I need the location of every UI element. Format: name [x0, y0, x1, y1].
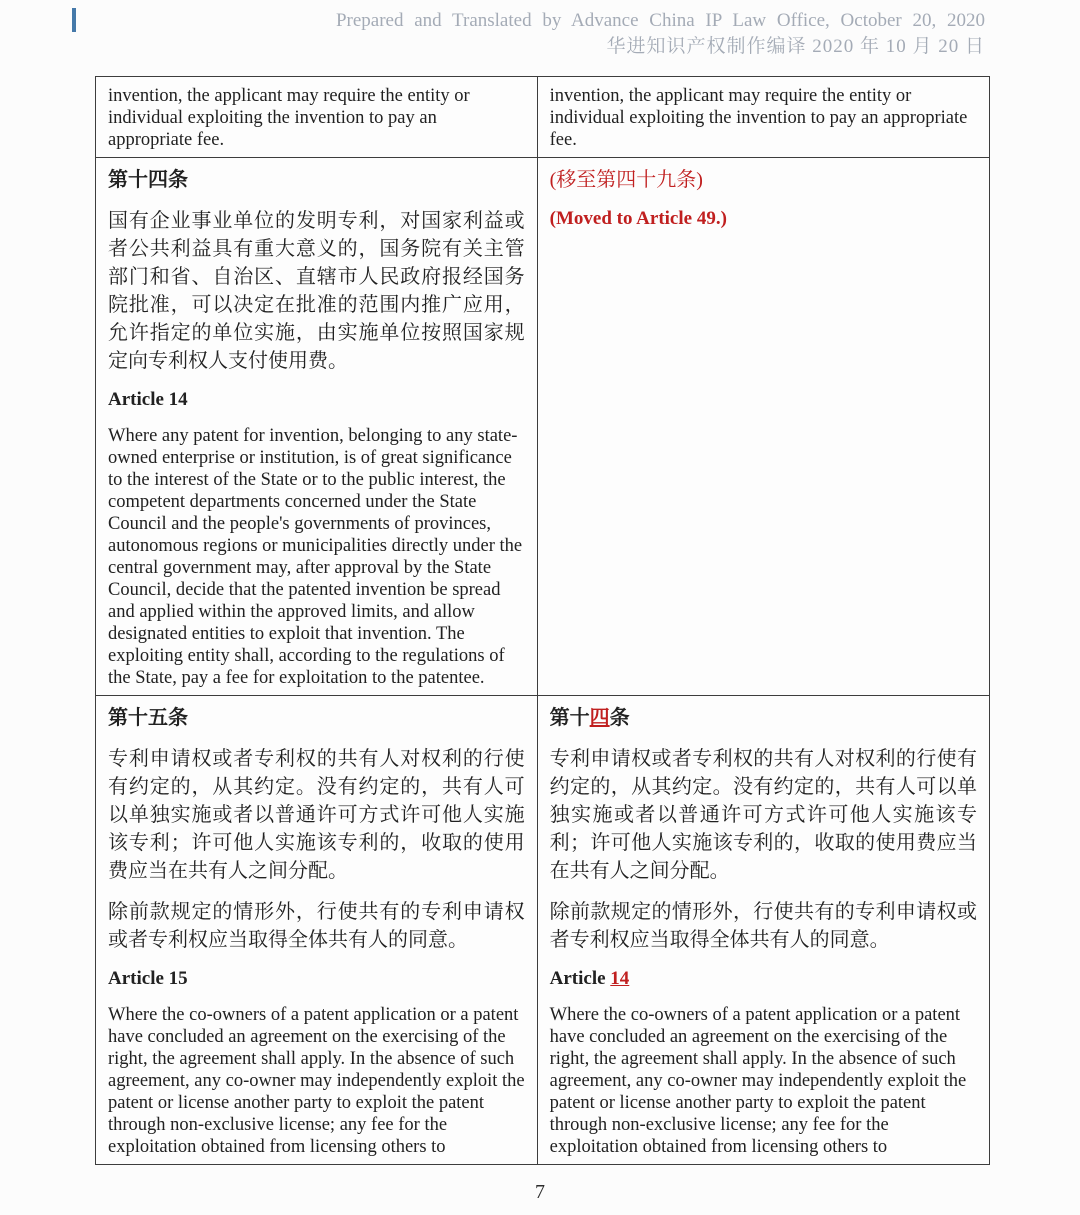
page-number: 7 [535, 1181, 545, 1203]
header-credit-zh: 华进知识产权制作编译 2020 年 10 月 20 日 [606, 36, 985, 57]
heading-en-changed-number: 14 [610, 968, 630, 989]
new-article-14-text-zh-1: 专利申请权或者专利权的共有人对权利的行使有约定的，从其约定。没有约定的，共有人可以单独实施或者以普通许可方式许可他人实施该专利；许可他人实施该专利的，收取的使用费应当在共有人之间分配。 [549, 748, 977, 882]
article-15-heading-en: Article 15 [108, 968, 188, 989]
heading-zh-changed-char: 四 [589, 707, 610, 729]
article-14-text-zh: 国有企业事业单位的发明专利，对国家利益或者公共利益具有重大意义的，国务院有关主管部门和省、自治区、直辖市人民政府报经国务院批准，可以决定在批准的范围内推广应用，允许指定的单位实施，由实施单位按照国家规定向专利权人支付使用费。 [108, 210, 525, 372]
article-14-heading-en: Article 14 [108, 389, 188, 410]
blue-marker-bar [72, 8, 76, 32]
new-law-cell-row2 [537, 158, 989, 696]
new-law-cell-row3 [537, 696, 989, 1165]
new-article-14-heading-en [550, 967, 977, 991]
header-credit-en: Prepared and Translated by Advance China IP Law Office, October 20, 2020 [335, 10, 985, 31]
law-comparison-table [95, 76, 990, 1165]
article-15-heading-zh: 第十五条 [108, 707, 188, 729]
article-15-text-zh-2: 除前款规定的情形外，行使共有的专利申请权或者专利权应当取得全体共有人的同意。 [108, 901, 525, 951]
page-footer [0, 1181, 1080, 1204]
article-14-text-en: Where any patent for invention, belonging to any state-owned enterprise or institution, is of great significance to the interest of the State or to the public interest, the competent departments concerned under the State Council and the people's governments of provinces, autonomous regions or municipalities directly under the central government may, after approval by the State Council, decide that the patented invention be spread and applied within the approved limits, and allow designated entities to exploit that invention. The exploiting entity shall, according to the regulations of the State, pay a fee for exploitation to the patentee. [108, 426, 523, 688]
table-row-3 [96, 696, 990, 1165]
new-article-14-text-en: Where the co-owners of a patent application or a patent have concluded an agreement on the exercising of the right, the agreement shall apply. In the absence of such agreement, any co-owner may independently exploit the patent or license another party to exploit the patent through non-exclusive license; any fee for the exploitation obtained from licensing others to [549, 1005, 967, 1157]
heading-en-prefix: Article [549, 968, 611, 989]
moved-note-en: (Moved to Article 49.) [549, 208, 727, 229]
heading-zh-suffix: 条 [609, 707, 630, 729]
article-15-text-en: Where the co-owners of a patent application or a patent have concluded an agreement on the exercising of the right, the agreement shall apply. In the absence of such agreement, any co-owner may independently exploit the patent or license another party to exploit the patent through non-exclusive license; any fee for the exploitation obtained from licensing others to [108, 1005, 525, 1157]
new-law-carryover-text: invention, the applicant may require the entity or individual exploiting the invention to pay an appropriate fee. [549, 86, 968, 150]
article-15-text-zh-1: 专利申请权或者专利权的共有人对权利的行使有约定的，从其约定。没有约定的，共有人可以单独实施或者以普通许可方式许可他人实施该专利；许可他人实施该专利的，收取的使用费应当在共有人之间分配。 [108, 748, 525, 882]
new-article-14-heading-zh [550, 704, 977, 732]
article-14-heading-zh: 第十四条 [108, 169, 188, 191]
new-law-cell-row1 [537, 77, 989, 158]
moved-note-zh: (移至第四十九条) [549, 169, 703, 191]
heading-zh-prefix: 第十 [549, 707, 590, 729]
old-law-cell-row3 [96, 696, 538, 1165]
old-law-cell-row2 [96, 158, 538, 696]
table-row-2 [96, 158, 990, 696]
old-law-carryover-text: invention, the applicant may require the entity or individual exploiting the invention to pay an appropriate fee. [108, 86, 470, 150]
page-header [0, 0, 1080, 76]
old-law-cell-row1 [96, 77, 538, 158]
table-row-1 [96, 77, 990, 158]
new-article-14-text-zh-2: 除前款规定的情形外，行使共有的专利申请权或者专利权应当取得全体共有人的同意。 [549, 901, 977, 951]
